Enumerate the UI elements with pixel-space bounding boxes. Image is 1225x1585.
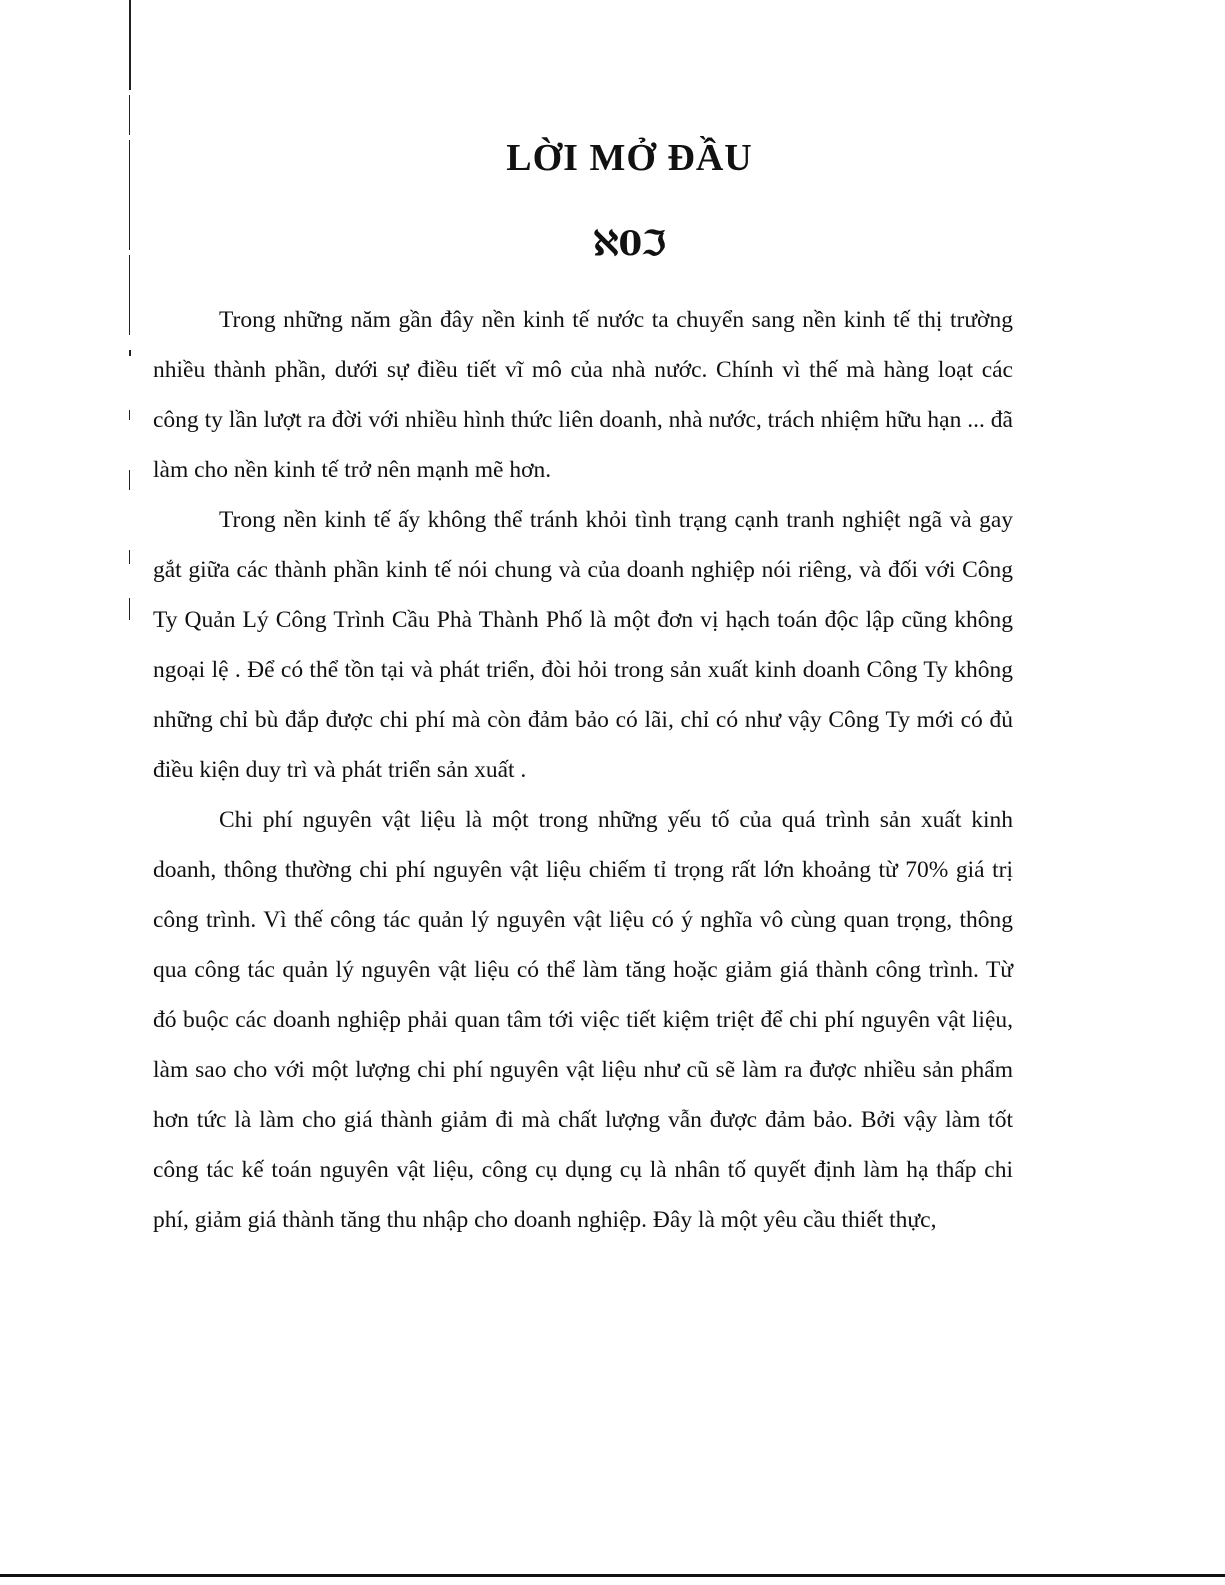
paragraph: Trong nền kinh tế ấy không thể tránh khỏi tình trạng cạnh tranh nghiệt ngã và gay gắt giữa các thành phần kinh tế nói chung và của doanh nghiệp nói riêng, và đối với Công Ty Quản Lý Công Trình Cầu Phà Thành Phố là một đơn vị hạch toán độc lập cũng không ngoại lệ . Để có thể tồn tại và phát triển, đòi hỏi trong sản xuất kinh doanh Công Ty không những chỉ bù đắp được chi phí mà còn đảm bảo có lãi, chỉ có như vậy Công Ty mới có đủ điều kiện duy trì và phát triển sản xuất . bbox=[153, 507, 1013, 783]
document-body bbox=[153, 295, 1013, 1245]
paragraph: Trong những năm gần đây nền kinh tế nước ta chuyển sang nền kinh tế thị trường nhiều thành phần, dưới sự điều tiết vĩ mô của nhà nước. Chính vì thế mà hàng loạt các công ty lần lượt ra đời với nhiều hình thức liên doanh, nhà nước, trách nhiệm hữu hạn ... đã làm cho nền kinh tế trở nên mạnh mẽ hơn. bbox=[153, 307, 1013, 483]
title-ornament: ℵ0ℑ bbox=[593, 224, 666, 264]
paragraph: Chi phí nguyên vật liệu là một trong những yếu tố của quá trình sản xuất kinh doanh, thông thường chi phí nguyên vật liệu chiếm tỉ trọng rất lớn khoảng từ 70% giá trị công trình. Vì thế công tác quản lý nguyên vật liệu có ý nghĩa vô cùng quan trọng, thông qua công tác quản lý nguyên vật liệu có thể làm tăng hoặc giảm giá thành công trình. Từ đó buộc các doanh nghiệp phải quan tâm tới việc tiết kiệm triệt để chi phí nguyên vật liệu, làm sao cho với một lượng chi phí nguyên vật liệu như cũ sẽ làm ra được nhiều sản phẩm hơn tức là làm cho giá thành giảm đi mà chất lượng vẫn được đảm bảo. Bởi vậy làm tốt công tác kế toán nguyên vật liệu, công cụ dụng cụ là nhân tố quyết định làm hạ thấp chi phí, giảm giá thành tăng thu nhập cho doanh nghiệp. Đây là một yêu cầu thiết thực, bbox=[153, 807, 1013, 1233]
scan-edge-artifact bbox=[127, 0, 133, 620]
page-title: LỜI MỞ ĐẦU bbox=[506, 137, 753, 179]
page-bottom-edge bbox=[0, 1574, 1225, 1577]
